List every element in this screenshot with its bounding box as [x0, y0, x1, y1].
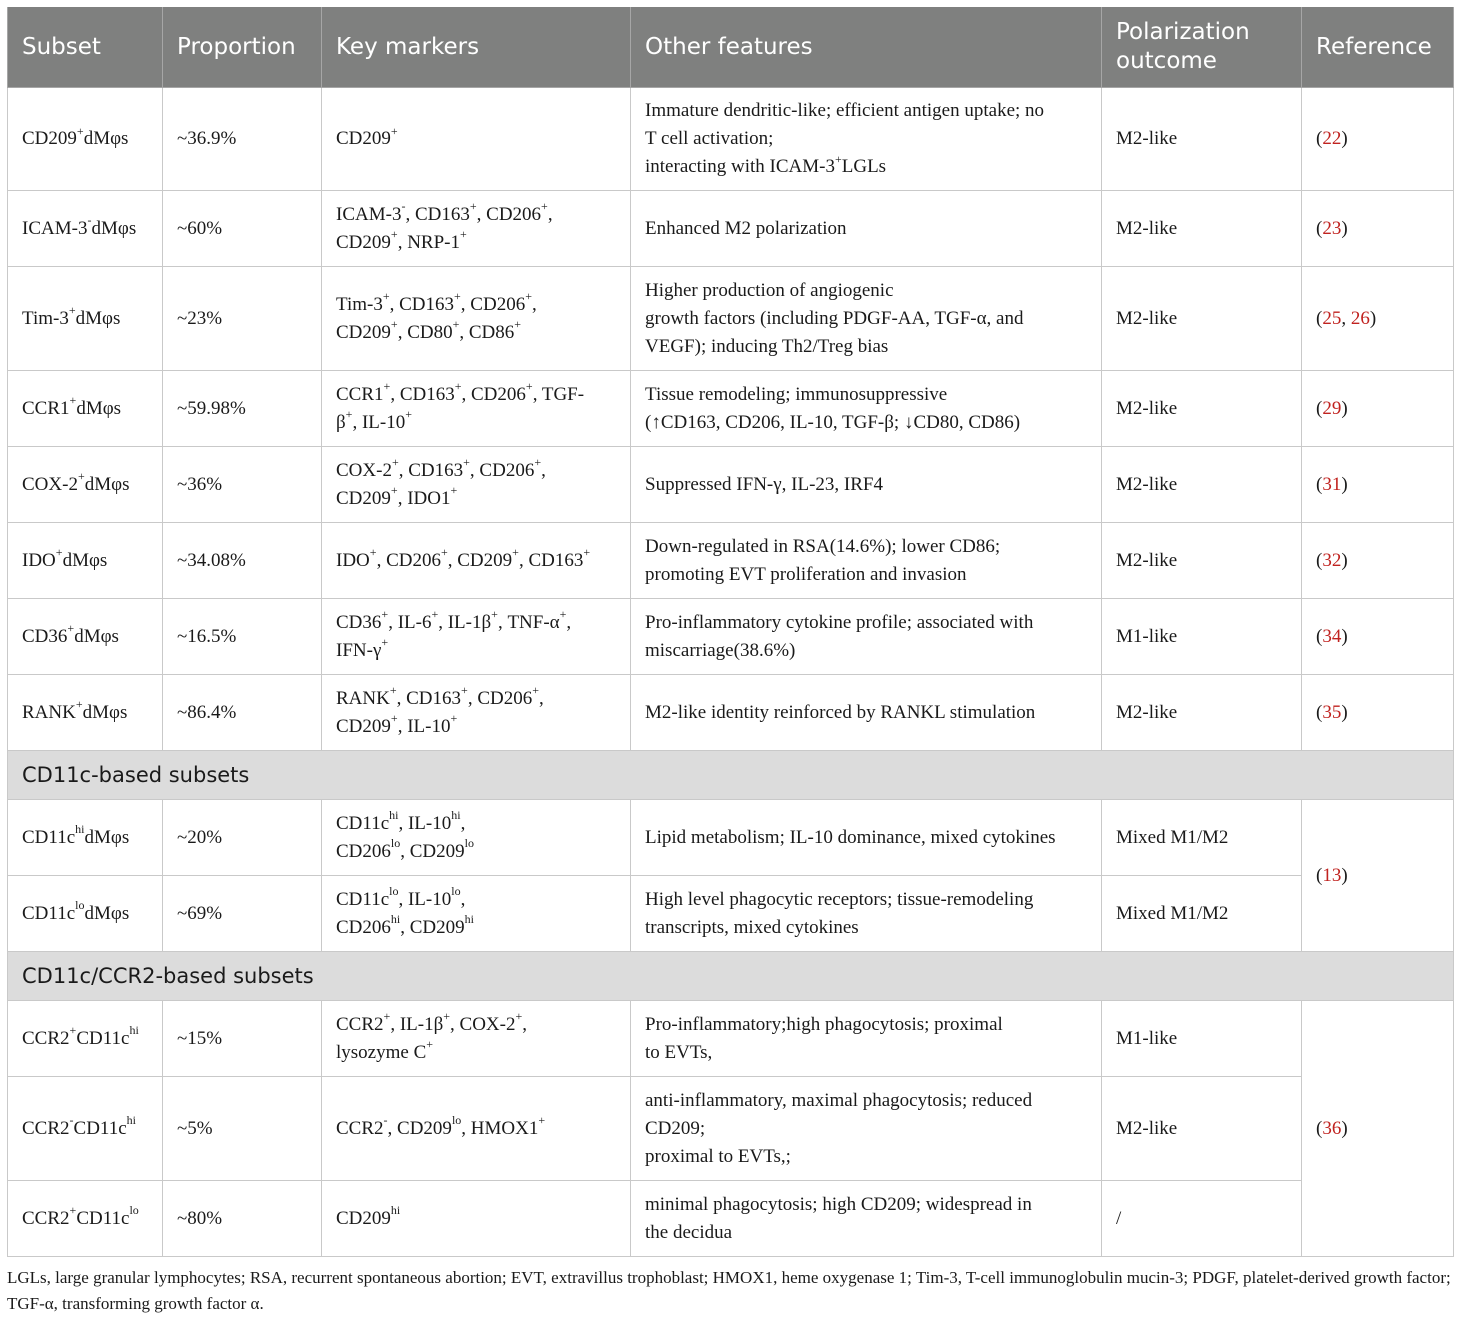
cell-proportion: ~34.08% — [163, 523, 322, 599]
cell-proportion: ~60% — [163, 191, 322, 267]
cell-key-markers: CCR1+, CD163+, CD206+, TGF- β+, IL-10+ — [322, 371, 631, 447]
header-other-features: Other features — [631, 7, 1102, 88]
table-footnote: LGLs, large granular lymphocytes; RSA, recurrent spontaneous abortion; EVT, extravillus trophoblast; HMOX1, heme oxygenase 1; Tim-3, T-cell immunoglobulin mucin-3; PDGF, platelet-derived growth factor; TGF-α, transforming growth factor α. — [7, 1268, 1451, 1313]
cell-key-markers: CD36+, IL-6+, IL-1β+, TNF-α+, IFN-γ+ — [322, 599, 631, 675]
table-row — [8, 523, 1454, 599]
section-header-row — [8, 751, 1454, 800]
cell-proportion: ~15% — [163, 1001, 322, 1077]
cell-proportion: ~86.4% — [163, 675, 322, 751]
cell-subset: CD209+dMφs — [8, 88, 163, 191]
cell-other-features: Suppressed IFN-γ, IL-23, IRF4 — [631, 447, 1102, 523]
cell-other-features: Enhanced M2 polarization — [631, 191, 1102, 267]
cell-polarization: M2-like — [1102, 267, 1302, 371]
cell-reference: (25, 26) — [1302, 267, 1454, 371]
cell-reference: (23) — [1302, 191, 1454, 267]
cell-polarization: M2-like — [1102, 447, 1302, 523]
cell-reference: (35) — [1302, 675, 1454, 751]
cell-key-markers: $CD209^{hi}$ — [322, 1181, 631, 1257]
section-title: CD11c-based subsets — [8, 751, 1454, 800]
cell-proportion: ~36.9% — [163, 88, 322, 191]
cell-key-markers: IDO+, CD206+, CD209+, CD163+ — [322, 523, 631, 599]
cell-subset: $CCR2^-CD11c^{hi}$ — [8, 1077, 163, 1181]
section-header-row — [8, 952, 1454, 1001]
cell-polarization: M2-like — [1102, 371, 1302, 447]
cell-key-markers: ICAM-3-, CD163+, CD206+, CD209+, NRP-1+ — [322, 191, 631, 267]
table-row — [8, 1181, 1454, 1257]
cell-reference: (36) — [1302, 1001, 1454, 1257]
cell-proportion: ~20% — [163, 800, 322, 876]
cell-polarization: M2-like — [1102, 523, 1302, 599]
table-row — [8, 1001, 1454, 1077]
header-subset: Subset — [8, 7, 163, 88]
table-row — [8, 267, 1454, 371]
header-key-markers: Key markers — [322, 7, 631, 88]
cell-subset: CCR1+dMφs — [8, 371, 163, 447]
table-row — [8, 88, 1454, 191]
cell-polarization: / — [1102, 1181, 1302, 1257]
cell-other-features: Immature dendritic-like; efficient antigen uptake; no T cell activation; interacting with ICAM-3+LGLs — [631, 88, 1102, 191]
cell-subset: CD36+dMφs — [8, 599, 163, 675]
cell-polarization: Mixed M1/M2 — [1102, 876, 1302, 952]
cell-other-features: Pro-inflammatory cytokine profile; associated with miscarriage(38.6%) — [631, 599, 1102, 675]
cell-subset: $CCR2^+CD11c^{hi}$ — [8, 1001, 163, 1077]
table-row — [8, 191, 1454, 267]
table-row — [8, 675, 1454, 751]
cell-other-features: Lipid metabolism; IL-10 dominance, mixed cytokines — [631, 800, 1102, 876]
cell-polarization: M2-like — [1102, 191, 1302, 267]
cell-subset: ICAM-3-dMφs — [8, 191, 163, 267]
cell-polarization: M1-like — [1102, 1001, 1302, 1077]
table-row — [8, 447, 1454, 523]
cell-subset: $CD11c^{lo}dM\varphi s$ — [8, 876, 163, 952]
cell-reference: (29) — [1302, 371, 1454, 447]
header-reference: Reference — [1302, 7, 1454, 88]
table-row — [8, 1077, 1454, 1181]
cell-subset: COX-2+dMφs — [8, 447, 163, 523]
cell-reference: (34) — [1302, 599, 1454, 675]
cell-other-features: Higher production of angiogenic growth factors (including PDGF-AA, TGF-α, and VEGF); inducing Th2/Treg bias — [631, 267, 1102, 371]
cell-proportion: ~59.98% — [163, 371, 322, 447]
cell-subset: $CCR2^+CD11c^{lo}$ — [8, 1181, 163, 1257]
cell-subset: $CD11c^{hi}dM\varphi s$ — [8, 800, 163, 876]
subsets-table — [7, 7, 1454, 1257]
cell-polarization: Mixed M1/M2 — [1102, 800, 1302, 876]
cell-proportion: ~80% — [163, 1181, 322, 1257]
cell-other-features: Pro-inflammatory;high phagocytosis; proximal to EVTs, — [631, 1001, 1102, 1077]
cell-proportion: ~5% — [163, 1077, 322, 1181]
cell-reference: (32) — [1302, 523, 1454, 599]
cell-key-markers: RANK+, CD163+, CD206+, CD209+, IL-10+ — [322, 675, 631, 751]
cell-key-markers: CCR2+, IL-1β+, COX-2+, lysozyme C+ — [322, 1001, 631, 1077]
cell-reference: (22) — [1302, 88, 1454, 191]
header-polarization-outcome: Polarization outcome — [1102, 7, 1302, 88]
cell-subset: Tim-3+dMφs — [8, 267, 163, 371]
table-row — [8, 371, 1454, 447]
cell-key-markers: CCR2-, $CD209^{lo}$, HMOX1+ — [322, 1077, 631, 1181]
cell-reference: (31) — [1302, 447, 1454, 523]
cell-other-features: High level phagocytic receptors; tissue-remodeling transcripts, mixed cytokines — [631, 876, 1102, 952]
header-row — [8, 7, 1454, 88]
cell-key-markers: COX-2+, CD163+, CD206+, CD209+, IDO1+ — [322, 447, 631, 523]
cell-other-features: Down-regulated in RSA(14.6%); lower CD86; promoting EVT proliferation and invasion — [631, 523, 1102, 599]
cell-proportion: ~69% — [163, 876, 322, 952]
cell-reference: (13) — [1302, 800, 1454, 952]
table-row — [8, 800, 1454, 876]
cell-key-markers: $CD11c^{hi}$, $IL-10^{hi}$, $CD206^{lo}$, $CD209^{lo}$ — [322, 800, 631, 876]
cell-proportion: ~23% — [163, 267, 322, 371]
table-row — [8, 876, 1454, 952]
cell-proportion: ~16.5% — [163, 599, 322, 675]
cell-other-features: anti-inflammatory, maximal phagocytosis; reduced CD209; proximal to EVTs,; — [631, 1077, 1102, 1181]
cell-polarization: M1-like — [1102, 599, 1302, 675]
cell-subset: RANK+dMφs — [8, 675, 163, 751]
cell-proportion: ~36% — [163, 447, 322, 523]
section-title: CD11c/CCR2-based subsets — [8, 952, 1454, 1001]
cell-key-markers: CD209+ — [322, 88, 631, 191]
cell-key-markers: Tim-3+, CD163+, CD206+, CD209+, CD80+, CD86+ — [322, 267, 631, 371]
table-row — [8, 599, 1454, 675]
cell-other-features: M2-like identity reinforced by RANKL stimulation — [631, 675, 1102, 751]
cell-subset: IDO+dMφs — [8, 523, 163, 599]
cell-other-features: Tissue remodeling; immunosuppressive (↑CD163, CD206, IL-10, TGF-β; ↓CD80, CD86) — [631, 371, 1102, 447]
cell-polarization: M2-like — [1102, 88, 1302, 191]
cell-key-markers: $CD11c^{lo}$, $IL-10^{lo}$, $CD206^{hi}$, $CD209^{hi}$ — [322, 876, 631, 952]
cell-polarization: M2-like — [1102, 675, 1302, 751]
cell-polarization: M2-like — [1102, 1077, 1302, 1181]
header-proportion: Proportion — [163, 7, 322, 88]
cell-other-features: minimal phagocytosis; high CD209; widespread in the decidua — [631, 1181, 1102, 1257]
